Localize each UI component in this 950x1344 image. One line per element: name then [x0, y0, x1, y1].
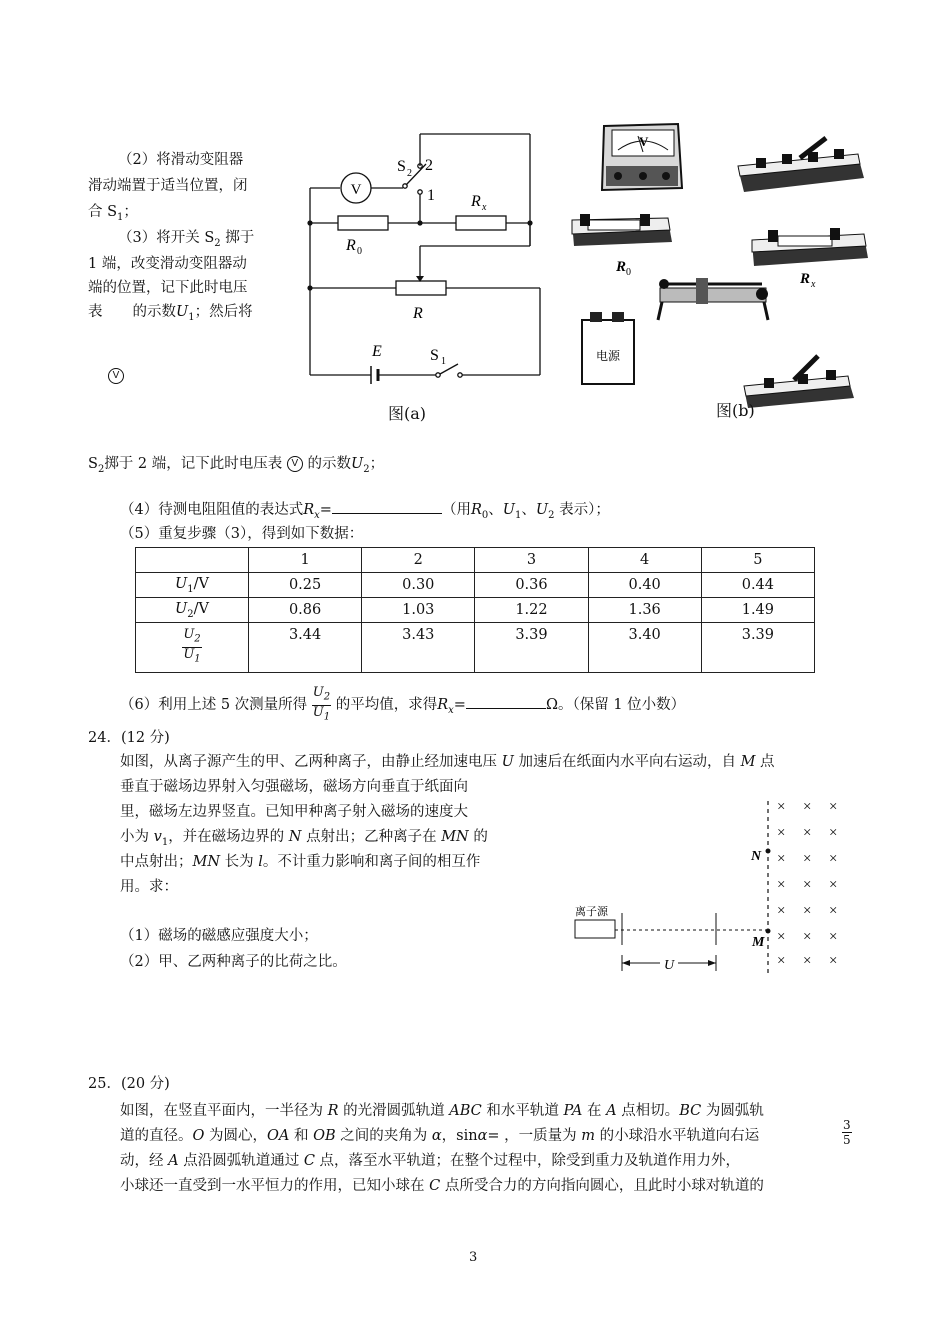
svg-text:×: × — [777, 799, 786, 815]
u2-label: $U_2/V$ — [136, 598, 249, 623]
q24-line1: 如图，从离子源产生的甲、乙两种离子，由静止经加速电压 U 加速后在纸面内水平向右运动，自 M 点 — [120, 754, 775, 770]
q24-line3: 里，磁场左边界竖直。已知甲种离子射入磁场的速度大 — [120, 804, 468, 820]
svg-text:×: × — [803, 903, 812, 919]
step6: （6）利用上述 5 次测量所得 $\frac{U_2}{U_1}$ 的平均值，求得$R_x= \Omega$。（保留 1 位小数） — [120, 685, 686, 723]
step5: （5）重复步骤（3），得到如下数据： — [120, 526, 364, 542]
svg-text:×: × — [829, 903, 838, 919]
svg-text:R: R — [616, 259, 627, 275]
svg-text:0: 0 — [626, 267, 631, 278]
q25-heading: 25．(20 分) — [88, 1076, 170, 1092]
svg-text:V: V — [350, 182, 362, 198]
step3-line2: 1 端，改变滑动变阻器动 — [88, 256, 247, 272]
fig-b-caption: 图(b) — [716, 401, 755, 420]
circuit-diagram-a — [296, 128, 556, 428]
q24-heading: 24．(12 分) — [88, 730, 170, 746]
step3-continuation: $S_2$掷于 2 端，记下此时电压表 V 的示数$U_2$； — [88, 456, 385, 475]
q24-line5: 中点射出；MN 长为 l。不计重力影响和离子间的相互作 — [120, 854, 481, 870]
q24-sub1: （1）磁场的磁感应强度大小； — [120, 928, 318, 944]
data-table — [135, 547, 815, 673]
q24-line6: 用。求： — [120, 879, 178, 895]
svg-text:×: × — [803, 851, 812, 867]
svg-text:×: × — [803, 929, 812, 945]
table-row: $\frac{U_2}{U_1}$ 3.44 3.43 3.39 3.40 3.39 — [136, 623, 815, 673]
equipment-photo-b — [568, 116, 888, 416]
svg-text:1: 1 — [441, 356, 446, 367]
svg-text:×: × — [829, 877, 838, 893]
svg-text:x: x — [482, 202, 487, 213]
field-crosses — [777, 799, 837, 969]
q24-line4: 小为 $v_1$，并在磁场边界的 N 点射出；乙种离子在 MN 的 — [120, 829, 488, 848]
table-row: $U_2/V$ 0.86 1.03 1.22 1.36 1.49 — [136, 598, 815, 623]
svg-text:×: × — [803, 825, 812, 841]
power-label: 电源 — [595, 349, 621, 363]
sin-alpha-fraction: $\frac{3}{5}$ — [843, 1118, 851, 1147]
svg-text:×: × — [777, 929, 786, 945]
svg-text:N: N — [751, 849, 762, 864]
table-row: 1 2 3 4 5 — [136, 548, 815, 573]
svg-text:2: 2 — [407, 168, 412, 179]
svg-text:S: S — [430, 347, 439, 364]
svg-text:×: × — [777, 877, 786, 893]
fig-a-caption: 图(a) — [388, 404, 427, 423]
voltmeter-symbol: V — [108, 365, 124, 384]
answer-blank-rx-value[interactable] — [466, 708, 546, 709]
svg-text:R: R — [413, 305, 423, 322]
step2-line1: （2）将滑动变阻器 — [118, 152, 244, 168]
svg-text:×: × — [803, 877, 812, 893]
q24-line2: 垂直于磁场边界射入匀强磁场，磁场方向垂直于纸面向 — [120, 779, 468, 795]
svg-text:×: × — [829, 799, 838, 815]
magnetic-field-diagram — [570, 795, 860, 980]
q24-sub2: （2）甲、乙两种离子的比荷之比。 — [120, 954, 347, 970]
page-number: 3 — [469, 1250, 478, 1265]
svg-text:x: x — [811, 279, 816, 290]
svg-text:×: × — [829, 953, 838, 969]
step2-line3: 合 $S_1$； — [88, 204, 138, 223]
step3-line4: 表 的示数$U_1$；然后将 — [88, 304, 253, 323]
svg-text:R: R — [346, 237, 356, 254]
svg-text:S: S — [397, 158, 406, 175]
svg-text:U: U — [664, 958, 675, 973]
table-row: $U_1/V$ 0.25 0.30 0.36 0.40 0.44 — [136, 573, 815, 598]
step3-line3: 端的位置，记下此时电压 — [88, 280, 248, 296]
q25-line3: 动，经 A 点沿圆弧轨道通过 C 点，落至水平轨道；在整个过程中，除受到重力及轨道作用力外， — [120, 1153, 741, 1169]
svg-text:0: 0 — [357, 246, 362, 257]
svg-text:1: 1 — [427, 187, 435, 204]
q25-line2: 道的直径。O 为圆心，OA 和 OB 之间的夹角为 α，sinα= ，一质量为 m 的小球沿水平轨道向右运 — [120, 1128, 760, 1144]
ratio-label: $\frac{U_2}{U_1}$ — [136, 623, 249, 673]
svg-text:×: × — [777, 953, 786, 969]
svg-text:E: E — [372, 343, 382, 360]
q25-line1: 如图，在竖直平面内，一半径为 R 的光滑圆弧轨道 ABC 和水平轨道 PA 在 A 点相切。BC 为圆弧轨 — [120, 1103, 764, 1119]
step3-line1: （3）将开关 $S_2$ 掷于 — [118, 230, 255, 249]
svg-text:×: × — [829, 825, 838, 841]
step2-line2: 滑动端置于适当位置，闭 — [88, 178, 248, 194]
q25-line4: 小球还一直受到一水平恒力的作用，已知小球在 C 点所受合力的方向指向圆心，且此时小球对轨道的 — [120, 1178, 764, 1194]
u1-label: $U_1/V$ — [136, 573, 249, 598]
svg-text:M: M — [752, 935, 765, 950]
svg-text:V: V — [639, 134, 649, 149]
svg-text:×: × — [829, 929, 838, 945]
ion-source-label: 离子源 — [575, 906, 608, 918]
svg-text:×: × — [803, 953, 812, 969]
answer-blank-rx[interactable] — [332, 513, 442, 514]
svg-text:R: R — [471, 193, 481, 210]
svg-text:2: 2 — [425, 157, 433, 174]
svg-text:×: × — [777, 825, 786, 841]
step4: （4）待测电阻阻值的表达式$R_x=$ （用$R_0$、$U_1$、$U_2$ 表示）； — [120, 502, 610, 521]
svg-text:R: R — [800, 271, 811, 287]
voltmeter-device — [602, 124, 682, 190]
svg-text:×: × — [803, 799, 812, 815]
svg-text:×: × — [777, 903, 786, 919]
svg-text:×: × — [777, 851, 786, 867]
svg-text:×: × — [829, 851, 838, 867]
